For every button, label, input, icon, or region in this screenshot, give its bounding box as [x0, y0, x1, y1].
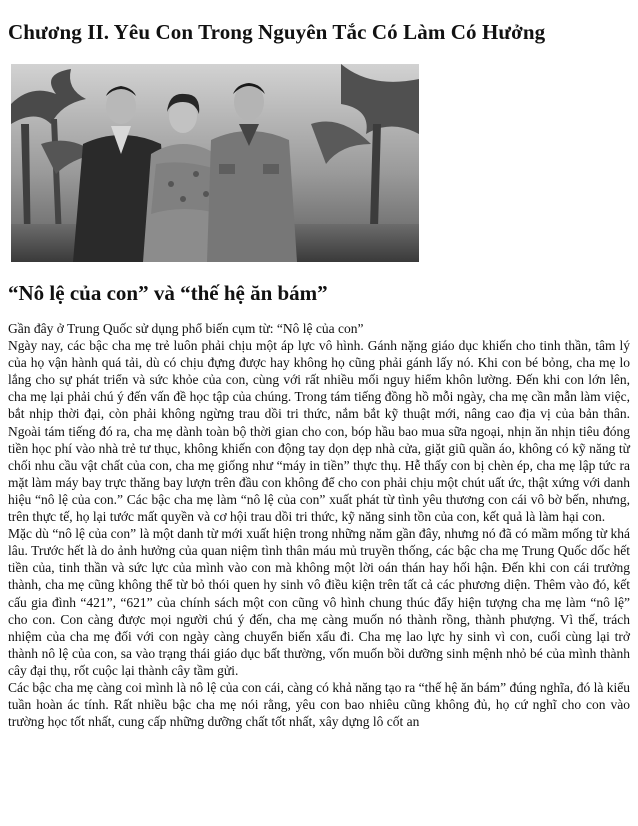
paragraph: Ngày nay, các bậc cha mẹ trẻ luôn phải chịu một áp lực vô hình. Gánh nặng giáo dục khiến cho tinh thần, tâm lý của họ vận hành quá tải, dù có chịu đựng được hay không họ cũng phải gánh lấy nó. Khi con bé bỏng, cha mẹ lo lắng cho sự phát triển và sức khỏe của con, cùng với rất nhiều mối nguy hiểm khôn lường. Đến khi con lớn lên, cha mẹ lại phải chú ý đến vấn đề học tập của chúng. Trong tám tiếng đồng hồ mỗi ngày, cha mẹ cần mẫn làm việc, bắt nhịp thời đại, còn phải không ngừng trau dồi tri thức, nắm bắt kỹ thuật mới, nâng cao địa vị của bản thân. Ngoài tám tiếng đó ra, cha mẹ dành toàn bộ thời gian cho con, bóp hầu bao mua sữa ngoại, nhịn ăn nhịn tiêu đóng tiền học phí vào nhà trẻ tư thục, không khiến con động tay dọn dẹp nhà cửa, giặt giũ quần áo, không có kỹ năng từ chối nhu cầu vật chất của con, cha mẹ giống như “máy in tiền” thực thụ. Hễ thấy con bị chèn ép, cha mẹ lập tức ra mặt làm máy bay trực thăng bay lượn trên đầu con không để cho con phải chịu một chút uất ức, thật xứng với danh hiệu “nô lệ của con.” Các bậc cha mẹ làm “nô lệ của con” xuất phát từ tình yêu thương con cái vô bờ bến, nhưng, trên thực tế, họ lại tước mất quyền và cơ hội trau dồi tri thức, kỹ năng sinh tồn của con, kết quả là làm hại con. [8, 338, 630, 525]
article-body [8, 320, 630, 730]
paragraph: Các bậc cha mẹ càng coi mình là nô lệ của con cái, càng có khả năng tạo ra “thế hệ ăn bám” đúng nghĩa, đó là kiểu tuần hoàn ác tính. Rất nhiều bậc cha mẹ nói rằng, yêu con bao nhiêu cũng không đủ, họ cứ nghĩ cho con vào trường học tốt nhất, cung cấp những dưỡng chất tốt nhất, xây dựng lô cốt an [8, 679, 630, 730]
section-title: “Nô lệ của con” và “thế hệ ăn bám” [8, 281, 328, 305]
family-photo [11, 64, 419, 262]
chapter-title: Chương II. Yêu Con Trong Nguyên Tắc Có Làm Có Hưởng [8, 20, 546, 44]
paragraph: Gần đây ở Trung Quốc sử dụng phổ biến cụm từ: “Nô lệ của con” [8, 321, 364, 336]
paragraph: Mặc dù “nô lệ của con” là một danh từ mới xuất hiện trong những năm gần đây, nhưng nó đã có mầm mống từ khá lâu. Trước hết là do ảnh hưởng của quan niệm tình thân máu mủ truyền thống, các bậc cha mẹ Trung Quốc dốc hết tiền của, tinh thần và sức lực của mình vào con mà không một lời oán thán hay hối hận. Đến khi con cái trưởng thành, cha mẹ cũng không thể từ bỏ thói quen hy sinh vô điều kiện trên tất cả các phương diện. Thêm vào đó, kết cấu gia đình “421”, “621” của chính sách một con cũng vô hình chung thúc đẩy hiện tượng cha mẹ làm “nô lệ” cho con. Con càng được mọi người chú ý đến, cha mẹ càng muốn nó thành rồng, thành phượng. Vì thế, trách nhiệm của cha mẹ đối với con ngày càng chuyển biến xấu đi. Cha mẹ lao lực hy sinh vì con, cuối cùng lại trở thành nô lệ của con, sa vào trạng thái giáo dục bất thường, vốn muốn bồi dưỡng sinh mệnh nhỏ bé của mình thành cây đại thụ, rốt cuộc lại thành cây tầm gửi. [8, 526, 630, 678]
